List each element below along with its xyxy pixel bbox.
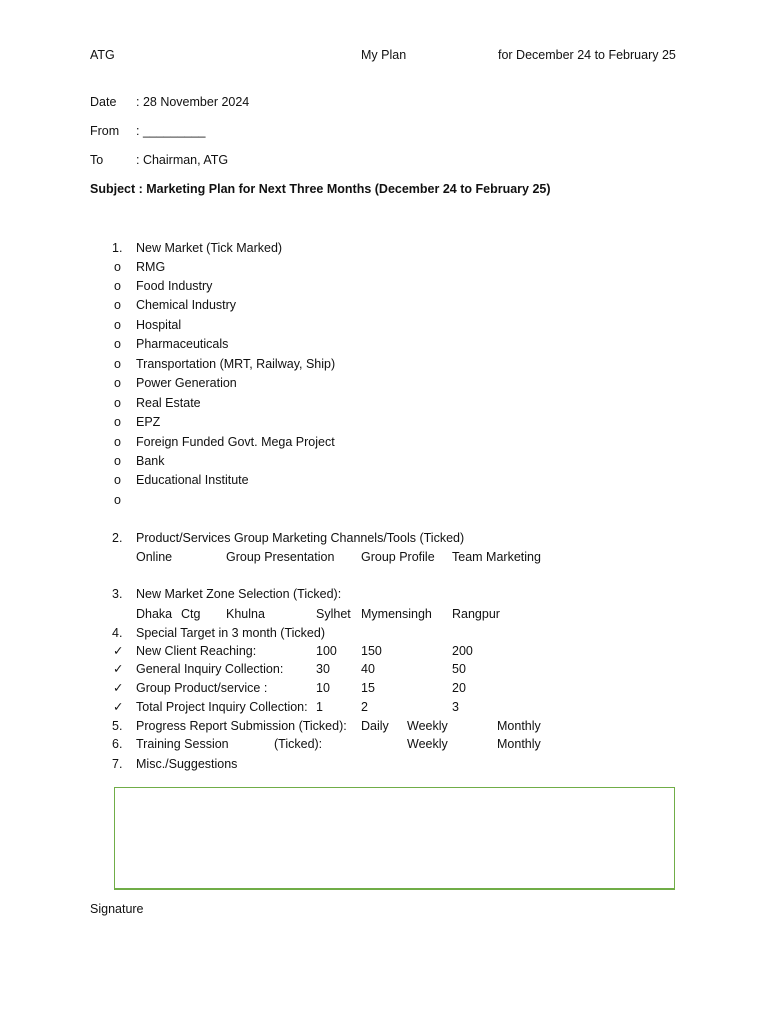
list-bullet: o bbox=[114, 260, 121, 274]
signature-label: Signature bbox=[90, 902, 144, 916]
section-7-number: 7. bbox=[112, 757, 123, 771]
list-bullet: o bbox=[114, 493, 121, 507]
list-bullet: o bbox=[114, 298, 121, 312]
list-item: Chemical Industry bbox=[136, 298, 237, 312]
target-label: New Client Reaching: bbox=[136, 644, 257, 658]
section-7-title: Misc./Suggestions bbox=[136, 757, 238, 771]
to-value: : Chairman, ATG bbox=[136, 153, 229, 167]
section-2-title: Product/Services Group Marketing Channels/Tools (Ticked) bbox=[136, 531, 465, 545]
report-option: Daily bbox=[361, 719, 389, 733]
section-1-number: 1. bbox=[112, 241, 123, 255]
subject-line: Subject : Marketing Plan for Next Three Months (December 24 to February 25) bbox=[90, 182, 551, 196]
section-6-number: 6. bbox=[112, 737, 123, 751]
plan-period: for December 24 to February 25 bbox=[498, 48, 676, 62]
section-5-title: Progress Report Submission (Ticked): bbox=[136, 719, 347, 733]
target-value: 2 bbox=[361, 700, 368, 714]
target-value: 100 bbox=[316, 644, 337, 658]
target-value: 30 bbox=[316, 662, 330, 676]
list-item: Bank bbox=[136, 454, 165, 468]
section-3-number: 3. bbox=[112, 587, 123, 601]
section-5-number: 5. bbox=[112, 719, 123, 733]
from-label: From bbox=[90, 124, 120, 138]
section-4-title: Special Target in 3 month (Ticked) bbox=[136, 626, 325, 640]
target-value: 200 bbox=[452, 644, 473, 658]
report-option: Monthly bbox=[497, 719, 541, 733]
target-value: 15 bbox=[361, 681, 375, 695]
checkmark-icon: ✓ bbox=[113, 644, 124, 658]
org-name: ATG bbox=[90, 48, 115, 62]
section-2-number: 2. bbox=[112, 531, 123, 545]
list-bullet: o bbox=[114, 318, 121, 332]
section-6-ticked: (Ticked): bbox=[274, 737, 323, 751]
list-bullet: o bbox=[114, 454, 121, 468]
date-label: Date bbox=[90, 95, 117, 109]
list-item: Power Generation bbox=[136, 376, 237, 390]
from-value: : _________ bbox=[136, 124, 206, 138]
zone-option: Khulna bbox=[226, 607, 265, 621]
target-label: General Inquiry Collection: bbox=[136, 662, 284, 676]
list-bullet: o bbox=[114, 357, 121, 371]
zone-option: Rangpur bbox=[452, 607, 500, 621]
zone-option: Mymensingh bbox=[361, 607, 432, 621]
list-bullet: o bbox=[114, 435, 121, 449]
checkmark-icon: ✓ bbox=[113, 662, 124, 676]
list-item: RMG bbox=[136, 260, 166, 274]
channel-option: Online bbox=[136, 550, 173, 564]
page-title: My Plan bbox=[361, 48, 407, 62]
target-value: 40 bbox=[361, 662, 375, 676]
channel-option: Group Presentation bbox=[226, 550, 335, 564]
target-value: 50 bbox=[452, 662, 466, 676]
zone-option: Sylhet bbox=[316, 607, 351, 621]
list-item: Pharmaceuticals bbox=[136, 337, 229, 351]
target-value: 150 bbox=[361, 644, 382, 658]
list-item: Foreign Funded Govt. Mega Project bbox=[136, 435, 335, 449]
section-4-number: 4. bbox=[112, 626, 123, 640]
list-bullet: o bbox=[114, 376, 121, 390]
zone-option: Ctg bbox=[181, 607, 201, 621]
target-label: Group Product/service : bbox=[136, 681, 268, 695]
target-value: 1 bbox=[316, 700, 323, 714]
checkmark-icon: ✓ bbox=[113, 681, 124, 695]
training-option: Weekly bbox=[407, 737, 448, 751]
zone-option: Dhaka bbox=[136, 607, 173, 621]
target-value: 3 bbox=[452, 700, 459, 714]
training-option: Monthly bbox=[497, 737, 541, 751]
list-item: Transportation (MRT, Railway, Ship) bbox=[136, 357, 336, 371]
target-value: 20 bbox=[452, 681, 466, 695]
list-item: Food Industry bbox=[136, 279, 213, 293]
list-bullet: o bbox=[114, 473, 121, 487]
list-bullet: o bbox=[114, 415, 121, 429]
channel-option: Team Marketing bbox=[452, 550, 541, 564]
list-item: Hospital bbox=[136, 318, 182, 332]
date-value: : 28 November 2024 bbox=[136, 95, 250, 109]
list-bullet: o bbox=[114, 396, 121, 410]
list-item: Educational Institute bbox=[136, 473, 249, 487]
channel-option: Group Profile bbox=[361, 550, 435, 564]
report-option: Weekly bbox=[407, 719, 448, 733]
target-value: 10 bbox=[316, 681, 330, 695]
section-6-title: Training Session bbox=[136, 737, 229, 751]
list-item: Real Estate bbox=[136, 396, 201, 410]
target-label: Total Project Inquiry Collection: bbox=[136, 700, 308, 714]
section-3-title: New Market Zone Selection (Ticked): bbox=[136, 587, 342, 601]
list-item: EPZ bbox=[136, 415, 161, 429]
suggestions-box[interactable] bbox=[114, 787, 675, 890]
section-1-title: New Market (Tick Marked) bbox=[136, 241, 283, 255]
list-bullet: o bbox=[114, 279, 121, 293]
list-bullet: o bbox=[114, 337, 121, 351]
checkmark-icon: ✓ bbox=[113, 700, 124, 714]
to-label: To bbox=[90, 153, 104, 167]
